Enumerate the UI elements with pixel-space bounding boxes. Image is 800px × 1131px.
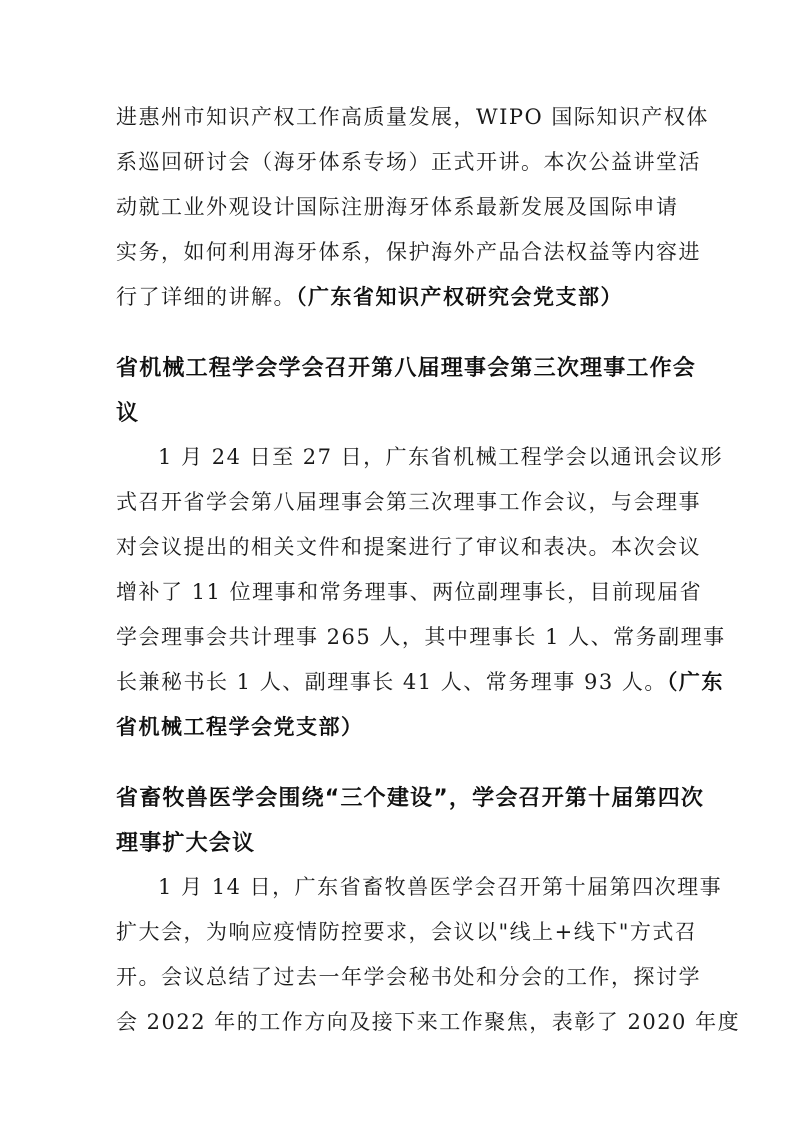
paragraph-line: 学会理事会共计理事 265 人，其中理事长 1 人、常务副理事 [116,625,726,649]
section-title: 议 [116,401,140,426]
paragraph-line: 系巡回研讨会（海牙体系专场）正式开讲。本次公益讲堂活 [116,150,701,174]
section-title: 理事扩大会议 [116,831,256,856]
paragraph-line: 会 2022 年的工作方向及接下来工作聚焦，表彰了 2020 年度 [116,1010,741,1034]
paragraph-line [116,287,623,308]
source-attribution: 省机械工程学会党支部） [116,715,364,739]
paragraph-line: 1 月 24 日至 27 日，广东省机械工程学会以通讯会议形 [158,445,724,469]
paragraph-line: 式召开省学会第八届理事会第三次理事工作会议，与会理事 [116,490,701,514]
paragraph-line: 动就工业外观设计国际注册海牙体系最新发展及国际申请 [116,195,679,219]
source-attribution: （广东 [666,670,724,694]
paragraph-line: 扩大会，为响应疫情防控要求，会议以"线上+线下"方式召 [116,920,698,944]
section-title: 省畜牧兽医学会围绕“三个建设”，学会召开第十届第四次 [116,786,705,811]
source-attribution: （广东省知识产权研究会党支部） [296,285,623,309]
paragraph-line: 开。会议总结了过去一年学会秘书处和分会的工作，探讨学 [116,965,701,989]
paragraph-line: 对会议提出的相关文件和提案进行了审议和表决。本次会议 [116,535,701,559]
paragraph-text: 长兼秘书长 1 人、副理事长 41 人、常务理事 93 人。 [116,670,667,694]
paragraph-line: 实务，如何利用海牙体系，保护海外产品合法权益等内容进 [116,240,701,264]
paragraph-line [116,672,724,693]
paragraph-text: 行了详细的讲解。 [116,285,296,309]
paragraph-line: 进惠州市知识产权工作高质量发展，WIPO 国际知识产权体 [116,105,709,129]
paragraph-line: 1 月 14 日，广东省畜牧兽医学会召开第十届第四次理事 [158,875,723,899]
paragraph-line: 增补了 11 位理事和常务理事、两位副理事长，目前现届省 [116,580,703,604]
section-title: 省机械工程学会学会召开第八届理事会第三次理事工作会 [116,356,697,381]
